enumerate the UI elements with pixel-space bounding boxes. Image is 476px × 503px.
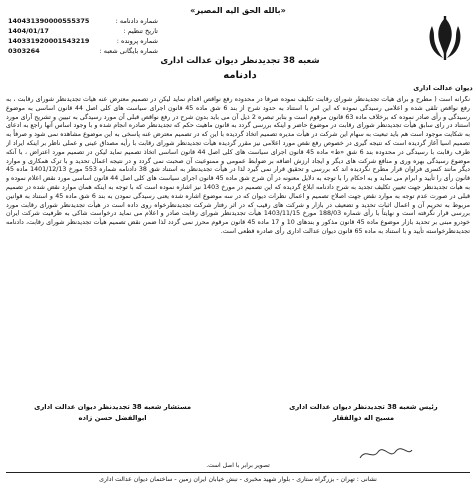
verdict-body: نگرانه است ( مطرح و برای هیأت تجدیدنظر شورای رقابت تکلیف نموده صرفاً در محدوده رفع نواقص اقدام نماید لیکن در تصمیم معترض عنه هیأت تجدیدنظر شورای رقابت ، به رفع نواقص تلقی شده و اعلامی رسیدگی نموده که این امر با استناد به حدود شرح از بند 6 شق ماده 45 قانون اجرای سیاست های کلی اصل 44 قانون اساسی به موضوع رسیدگی و رأی صادر نموده که برخلاف ماده 63 قانون مرقوم است و بنابر تبصره 2 ذیل آن می باید بدون شرح در رفع نواقص قبلی آن مورد رسیدگی به تبیین و تشریح آرای مورد استناد در رای سابق هیأت تجدیدنظر شورای رقابت در موضوع حاضر و اینکه بررسی گردد به قانون ماهیت حکم که تجدیدنظر صادره انجام شده و با وجود اساس آنها راجع به ادعای به شکایت موجود است هم باید تبعیت به سهام این شرکت در هیأت مدیره تصمیم اتخاذ گردیده با این که در تصمیم معترض عنه پاسخی به این موضوع مشاهده نمی شود و صرفاً به تصمیم اسیا آغاز گردیده است که نتیجه گیری در خصوص رفع نقص مورد اعلامی نیز مقرر گردیده هیأت تجدیدنظر شورای رقابت با رأیه مصداق عینی و عملی ناظر بر اینکه ایراد از طرف رقابت با رسیدگی در محدوده بند 6 شق «ط» ماده 45 قانون اجرای سیاست های کلی اصل 44 قانون اساسی اتخاذ تصمیم نماید لیکن در تصمیم مورد اعتراض ، با آنکه موضوع رسیدگی بهره وری و منافع شرکت های دیگر و ایجاد ارزش اضافه بر ضوابط عمومی و ممنوعیت آن صحبت نمی گردد و در نتیجه اعمال تحدید و با ترک همکاری و موارد دیگر مانند کسری فراوان قرار مطرح نگردیده اند که بررسی و تحقیق قرار نمی گیرد لذا در هیأت تجدیدنظر به استناد شق 38 دادنامه شماره 553 مورخ 1401/12/13 ماده 45 قانون رأی را تأیید و ابرام می نماید و به احکام را با توجه به دلایل معنونه در آن شرح شق ماده 45 قانون اجرای سیاست های کلی اصل 44 قانون اساسی مورد نقض اعلام نموده و به هیأت تجدیدنظر جهت تعیین تکلیف تجدید به شرح دادنامه ابلاغ گردیده که این تصمیم در مورخ 1403 نیز اشاره نموده است که با توجه به اینکه همان موارد نقض شده در تصمیم قبلی در صورت عدم توجه به موارد نقض جهت اصلاح تصمیم و اعمال نظرات دیوان که در سه موضوع اشاره شده یعنی رسیدگی نمودن به بند 6 شق ماده 45 و استناد به قوانین مربوط به تحریم آن و اعمال اثبات تحدید و تضعیف در بازار و شرکت های رقیب که در اثر رفتار شرکت تجدیدنظرخواه روی داده است در هیأت تجدیدنظر شورای رقابت مورد بررسی قرار نگرفته است و نهایتاً با رأی شماره 188/03 مورخ 1403/11/15 هیأت تجدیدنظر شورای رقابت صادر و اعلام می نماید درخواست شاکی به ظرفیت شرکت ایران خودرو مبنی بر تحدید بازار موضوع ماده 45 قانون مذکور و بندهای 10 و 17 ماده 45 قانون مرقوم محرز نمی گردد لذا ضمن نقض تصمیم هیأت تجدیدنظر شورای رقابت، دادنامه تجدیدنظرخواسته تأیید و با استناد به ماده 65 قانون دیوان عدالت اداری رأی صادره قطعی است. (6, 96, 470, 235)
footer-divider (6, 472, 470, 473)
meta-verdict-number: شماره دادنامه : 140431390000555375 (8, 17, 158, 25)
iran-emblem-icon (422, 14, 468, 62)
emblem-caption: دیوان عدالت اداری (413, 84, 473, 92)
header-quote: «بالله الحق الیه المصیر» (190, 6, 286, 15)
document-metadata (8, 16, 158, 56)
signature-scribble-icon (356, 442, 416, 464)
meta-date: تاریخ تنظیم : 1404/01/17 (8, 27, 158, 35)
meta-archive-number: شماره بایگانی شعبه : 0303264 (8, 47, 158, 55)
signature-head-of-branch: رئیس شعبه 38 تجدیدنظر دیوان عدالت اداری مسیح اله ذوالفقار (289, 403, 438, 422)
verification-note: تصویر برابر با اصل است. (206, 462, 270, 469)
signature-counselor: مستشار شعبه 38 تجدیدنظر دیوان عدالت اداری ابوالفضل حسن زاده (34, 403, 192, 422)
branch-title: شعبه 38 تجدیدنظر دیوان عدالت اداری (160, 56, 320, 66)
meta-case-number: شماره پرونده : 140331920001543219 (8, 37, 158, 45)
document-title: دادنامه (223, 70, 257, 81)
footer-address: نشانی : تهران - بزرگراه ستاری - بلوار شهید مخبری - نبش خیابان ایران زمین - ساختمان دیوان عدالت اداری (99, 476, 377, 483)
signature-block (10, 402, 466, 424)
